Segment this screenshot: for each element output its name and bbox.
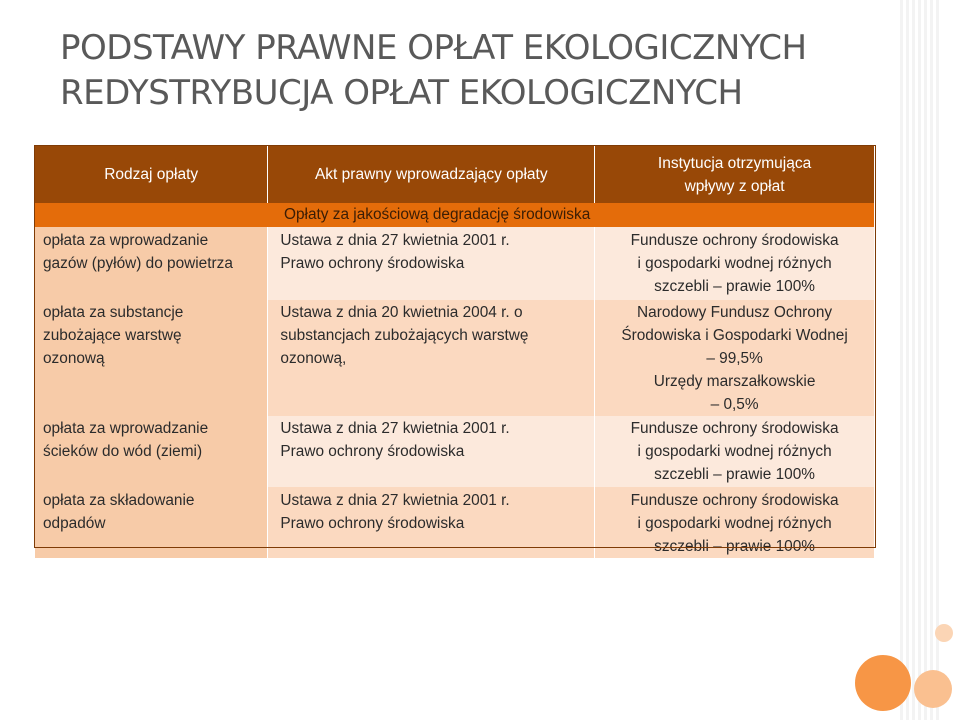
institution-line: – 99,5% — [706, 350, 763, 367]
section-band-label: Opłaty za jakościową degradację środowiska — [35, 203, 875, 227]
legal-act-line: substancjach zubożających warstwę — [280, 327, 529, 344]
decorative-circle-large — [855, 655, 911, 711]
institution-line: Fundusze ochrony środowiska — [630, 420, 839, 437]
fee-type-cell — [35, 416, 268, 487]
header-institution-line-1: Instytucja otrzymująca — [657, 154, 812, 172]
legal-act-cell — [268, 416, 595, 487]
institution-line: szczebli – prawie 100% — [654, 278, 815, 295]
legal-act-line: Ustawa z dnia 27 kwietnia 2001 r. — [280, 492, 510, 509]
title-line-2: REDYSTRYBUCJA OPŁAT EKOLOGICZNYCH — [60, 73, 743, 113]
header-institution — [595, 146, 875, 203]
fee-type-line: zubożające warstwę — [43, 327, 182, 344]
institution-line: Fundusze ochrony środowiska — [630, 232, 839, 249]
fee-type-line: gazów (pyłów) do powietrza — [43, 255, 233, 272]
section-band-row — [35, 203, 875, 227]
institution-line: Środowiska i Gospodarki Wodnej — [621, 327, 848, 344]
fee-type-line: ścieków do wód (ziemi) — [43, 443, 203, 460]
fee-type-line: opłata za składowanie — [43, 492, 195, 509]
institution-cell — [595, 227, 875, 300]
institution-line: Fundusze ochrony środowiska — [630, 492, 839, 509]
legal-act-line: Prawo ochrony środowiska — [280, 443, 465, 460]
header-fee-type: Rodzaj opłaty — [35, 146, 268, 203]
decorative-circle-small — [935, 624, 953, 642]
header-institution-line-2: wpływy z opłat — [684, 177, 785, 195]
fee-type-line: odpadów — [43, 515, 106, 532]
institution-line: szczebli – prawie 100% — [654, 538, 815, 555]
institution-cell — [595, 416, 875, 487]
fee-type-line: opłata za wprowadzanie — [43, 420, 209, 437]
legal-act-line: Ustawa z dnia 27 kwietnia 2001 r. — [280, 420, 510, 437]
decorative-circle-medium — [914, 670, 952, 708]
table-header-row — [35, 146, 875, 203]
slide-title — [60, 26, 807, 116]
legal-act-line: Ustawa z dnia 20 kwietnia 2004 r. o — [280, 304, 523, 321]
legal-act-cell — [268, 227, 595, 300]
legal-act-cell — [268, 487, 595, 558]
fee-type-line: ozonową — [43, 350, 105, 367]
fee-type-cell — [35, 300, 268, 416]
institution-line: – 0,5% — [710, 396, 759, 413]
legal-act-line: ozonową, — [280, 350, 347, 367]
table-row — [35, 227, 875, 300]
institution-line: Urzędy marszałkowskie — [653, 373, 816, 390]
institution-line: i gospodarki wodnej różnych — [637, 515, 832, 532]
fee-type-line: opłata za wprowadzanie — [43, 232, 209, 249]
institution-line: i gospodarki wodnej różnych — [637, 255, 832, 272]
fees-table — [35, 146, 875, 558]
legal-act-line: Prawo ochrony środowiska — [280, 255, 465, 272]
title-line-1: PODSTAWY PRAWNE OPŁAT EKOLOGICZNYCH — [60, 28, 807, 68]
institution-line: szczebli – prawie 100% — [654, 466, 815, 483]
fee-type-line: opłata za substancje — [43, 304, 184, 321]
legal-act-cell — [268, 300, 595, 416]
header-legal-act: Akt prawny wprowadzający opłaty — [268, 146, 595, 203]
legal-act-line: Ustawa z dnia 27 kwietnia 2001 r. — [280, 232, 510, 249]
fee-type-cell — [35, 487, 268, 558]
institution-cell — [595, 300, 875, 416]
table-row — [35, 416, 875, 487]
decorative-stripes — [900, 0, 940, 720]
legal-act-line: Prawo ochrony środowiska — [280, 515, 465, 532]
fee-type-cell — [35, 227, 268, 300]
institution-line: i gospodarki wodnej różnych — [637, 443, 832, 460]
institution-line: Narodowy Fundusz Ochrony — [637, 304, 833, 321]
table-row — [35, 487, 875, 558]
table-row — [35, 300, 875, 416]
institution-cell — [595, 487, 875, 558]
